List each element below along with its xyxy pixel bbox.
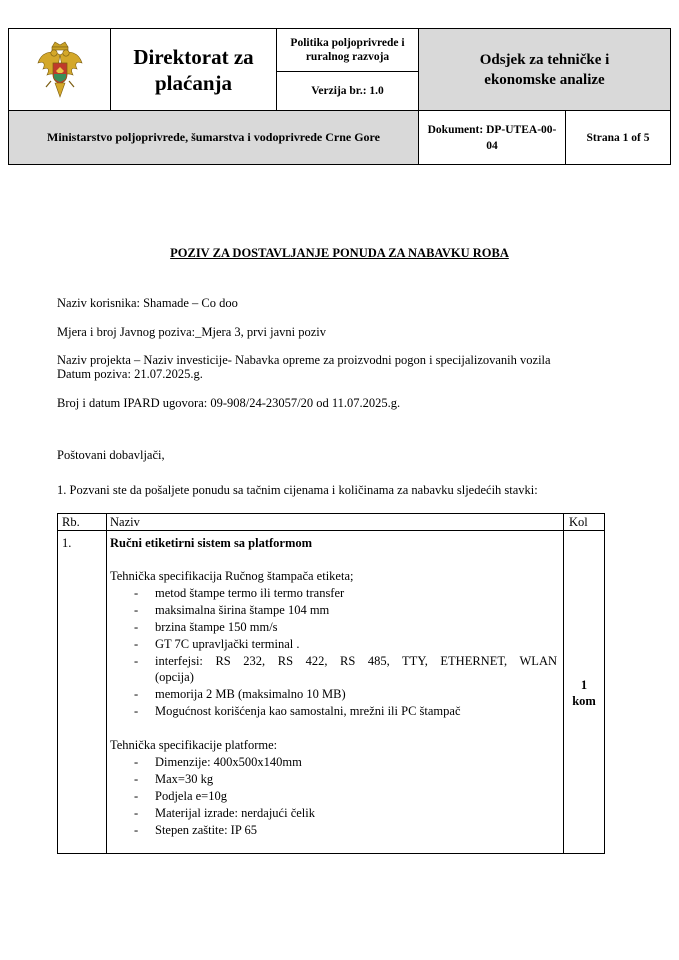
bullet-dash: -: [134, 603, 139, 617]
printer-spec-title: Tehnička specifikacija Ručnog štampača etiketa;: [110, 569, 354, 583]
bullet-dash: -: [134, 586, 139, 600]
quantity-number: 1: [580, 678, 588, 692]
bullet-dash: -: [134, 772, 139, 786]
platform-spec-title: Tehnička specifikacije platforme:: [110, 738, 278, 752]
printer-spec-item: metod štampe termo ili termo transfer: [155, 586, 345, 600]
ministry-label: Ministarstvo poljoprivrede, šumarstva i vodoprivrede Crne Gore: [8, 110, 419, 165]
printer-spec-item: brzina štampe 150 mm/s: [155, 620, 278, 634]
logo-cell: [8, 28, 111, 111]
invitation-line: 1. Pozvani ste da pošaljete ponudu sa tačnim cijenama i količinama za nabavku sljedećih stavki:: [57, 483, 538, 497]
directorate-title: Direktorat za plaćanja: [110, 28, 277, 111]
printer-spec-item: Mogućnost korišćenja kao samostalni, mrežni ili PC štampač: [155, 704, 461, 718]
measure-line: Mjera i broj Javnog poziva:_Mjera 3, prvi javni poziv: [57, 325, 327, 339]
platform-spec-item: Stepen zaštite: IP 65: [155, 823, 257, 837]
version-label: Verzija br.: 1.0: [276, 71, 419, 111]
printer-spec-item: GT 7C upravljački terminal .: [155, 637, 300, 651]
bullet-dash: -: [134, 637, 139, 651]
column-divider: [106, 514, 107, 853]
platform-spec-item: Materijal izrade: nerdajući čelik: [155, 806, 315, 820]
bullet-dash: -: [134, 823, 139, 837]
printer-spec-item-continued: (opcija): [155, 670, 194, 684]
bullet-dash: -: [134, 687, 139, 701]
bullet-dash: -: [134, 806, 139, 820]
quantity-unit: kom: [572, 694, 596, 708]
date-line: Datum poziva: 21.07.2025.g.: [57, 367, 203, 381]
header-kol: Kol: [569, 515, 588, 529]
bullet-dash: -: [134, 654, 139, 668]
bullet-dash: -: [134, 620, 139, 634]
contract-line: Broj i datum IPARD ugovora: 09-908/24-23057/20 od 11.07.2025.g.: [57, 396, 401, 410]
document-number: Dokument: DP-UTEA-00-04: [418, 110, 566, 165]
document-title: POZIV ZA DOSTAVLJANJE PONUDA ZA NABAVKU ROBA: [170, 246, 509, 260]
montenegro-coat-of-arms-icon: [37, 41, 83, 99]
department-text: Odsjek za tehničke i ekonomske analize: [479, 51, 610, 88]
policy-label: Politika poljoprivrede i ruralnog razvoja: [276, 28, 419, 72]
items-table: [57, 513, 605, 854]
bullet-dash: -: [134, 704, 139, 718]
bullet-dash: -: [134, 755, 139, 769]
department-label: [418, 28, 671, 111]
printer-spec-item: memorija 2 MB (maksimalno 10 MB): [155, 687, 346, 701]
project-line: Naziv projekta – Naziv investicije- Nabavka opreme za proizvodni pogon i specijalizovanih vozila: [57, 353, 551, 367]
platform-spec-item: Podjela e=10g: [155, 789, 227, 803]
bullet-dash: -: [134, 789, 139, 803]
row-number: 1.: [62, 536, 72, 550]
page-number: Strana 1 of 5: [565, 110, 671, 165]
printer-spec-item: interfejsi: RS 232, RS 422, RS 485, TTY, ETHERNET, WLAN: [155, 654, 557, 668]
platform-spec-item: Dimenzije: 400x500x140mm: [155, 755, 302, 769]
beneficiary-line: Naziv korisnika: Shamade – Co doo: [57, 296, 238, 310]
printer-spec-item: maksimalna širina štampe 104 mm: [155, 603, 330, 617]
header-rb: Rb.: [62, 515, 80, 529]
greeting-line: Poštovani dobavljači,: [57, 448, 165, 462]
platform-spec-item: Max=30 kg: [155, 772, 214, 786]
document-header: [8, 28, 671, 165]
header-naziv: Naziv: [110, 515, 140, 529]
header-divider: [58, 530, 604, 531]
item-name: Ručni etiketirni sistem sa platformom: [110, 536, 313, 550]
